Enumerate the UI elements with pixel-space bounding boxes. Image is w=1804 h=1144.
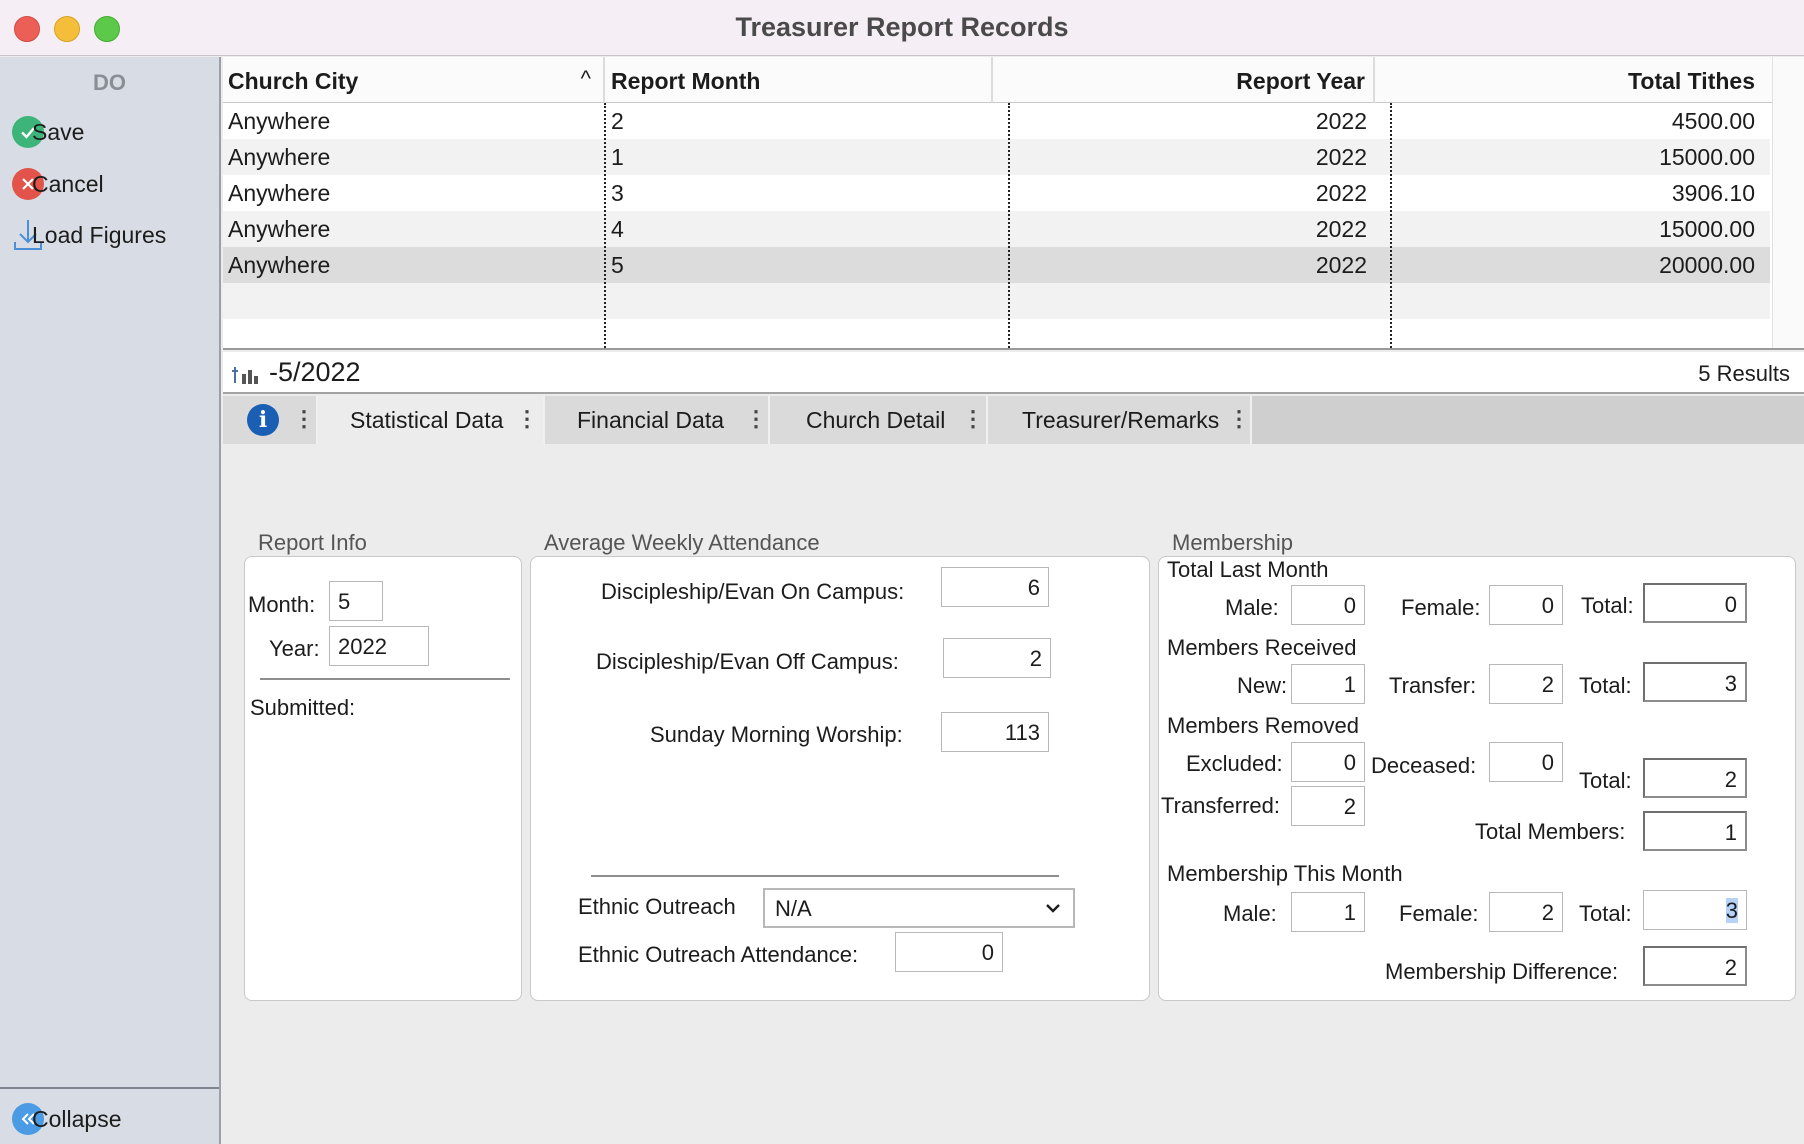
info-icon: i bbox=[247, 404, 279, 436]
on-campus-label: Discipleship/Evan On Campus: bbox=[601, 579, 905, 604]
table-header bbox=[223, 57, 1804, 103]
column-divider bbox=[604, 103, 606, 348]
divider bbox=[591, 875, 1059, 877]
removed-total-label: Total: bbox=[1579, 768, 1632, 793]
last-total-label: Total: bbox=[1581, 593, 1634, 618]
cell-report-year: 2022 bbox=[1315, 108, 1367, 134]
last-female-label: Female: bbox=[1401, 595, 1481, 620]
table-row[interactable] bbox=[223, 211, 1770, 247]
removed-transferred-field[interactable]: 2 bbox=[1291, 786, 1365, 826]
load-figures-label: Load Figures bbox=[32, 221, 167, 248]
cell-total-tithes: 15000.00 bbox=[1659, 144, 1755, 170]
table-row[interactable] bbox=[223, 175, 1770, 211]
sort-ascending-icon: ^ bbox=[580, 66, 591, 91]
ethnic-outreach-select[interactable] bbox=[763, 888, 1075, 928]
table-row[interactable] bbox=[223, 139, 1770, 175]
tab-label: Financial Data bbox=[577, 407, 725, 433]
more-icon[interactable]: ⋮ bbox=[1228, 406, 1250, 431]
off-campus-field[interactable]: 2 bbox=[943, 638, 1051, 678]
table-row-empty bbox=[223, 283, 1770, 319]
save-label: Save bbox=[32, 118, 85, 145]
tab-statistical-data[interactable] bbox=[318, 396, 545, 444]
cell-total-tithes: 20000.00 bbox=[1659, 252, 1755, 278]
sidebar-heading: DO bbox=[93, 70, 126, 95]
save-button[interactable] bbox=[12, 112, 212, 152]
this-female-field[interactable]: 2 bbox=[1489, 892, 1563, 932]
collapse-button[interactable] bbox=[12, 1099, 212, 1139]
deceased-label: Deceased: bbox=[1371, 753, 1477, 778]
cell-church-city: Anywhere bbox=[228, 180, 331, 206]
table-row[interactable] bbox=[223, 103, 1770, 139]
tab-church-detail[interactable] bbox=[770, 396, 988, 444]
removed-deceased-field[interactable]: 0 bbox=[1489, 742, 1563, 782]
cell-report-month: 4 bbox=[611, 216, 624, 242]
record-status-bar bbox=[223, 352, 1804, 394]
tab-label: Treasurer/Remarks bbox=[1022, 407, 1220, 433]
removed-heading: Members Removed bbox=[1167, 713, 1359, 738]
transfer-label: Transfer: bbox=[1389, 673, 1477, 698]
column-header-church-city[interactable]: Church City ^ bbox=[223, 57, 605, 103]
current-record-label: -5/2022 bbox=[269, 357, 361, 387]
load-figures-button[interactable] bbox=[12, 215, 212, 255]
submitted-label: Submitted: bbox=[250, 695, 356, 720]
column-header-report-year[interactable]: Report Year bbox=[993, 57, 1375, 103]
ethnic-attendance-field[interactable]: 0 bbox=[895, 932, 1003, 972]
cancel-label: Cancel bbox=[32, 170, 104, 197]
cell-report-year: 2022 bbox=[1315, 216, 1367, 242]
tab-financial-data[interactable] bbox=[545, 396, 770, 444]
this-male-label: Male: bbox=[1223, 901, 1277, 926]
cell-church-city: Anywhere bbox=[228, 144, 331, 170]
report-info-panel bbox=[244, 556, 522, 1001]
worship-label: Sunday Morning Worship: bbox=[650, 722, 903, 747]
difference-field[interactable]: 2 bbox=[1643, 946, 1747, 986]
new-label: New: bbox=[1237, 673, 1288, 698]
membership-panel bbox=[1158, 556, 1796, 1001]
last-male-label: Male: bbox=[1225, 595, 1279, 620]
worship-field[interactable]: 113 bbox=[941, 712, 1049, 752]
table-scrollbar[interactable] bbox=[1772, 57, 1804, 348]
total-members-field[interactable]: 1 bbox=[1643, 811, 1747, 851]
cell-total-tithes: 4500.00 bbox=[1671, 108, 1755, 134]
sidebar-divider bbox=[0, 1087, 219, 1089]
cancel-button[interactable] bbox=[12, 164, 212, 204]
column-header-total-tithes[interactable]: Total Tithes bbox=[1628, 68, 1755, 94]
year-field[interactable]: 2022 bbox=[329, 626, 429, 666]
church-chart-icon bbox=[231, 361, 261, 392]
on-campus-field[interactable]: 6 bbox=[941, 567, 1049, 607]
received-heading: Members Received bbox=[1167, 635, 1357, 660]
results-count: 5 Results bbox=[1698, 361, 1790, 386]
excluded-label: Excluded: bbox=[1186, 751, 1283, 776]
last-month-heading: Total Last Month bbox=[1167, 557, 1329, 582]
removed-total-field[interactable]: 2 bbox=[1643, 758, 1747, 798]
column-divider bbox=[1008, 103, 1010, 348]
ethnic-outreach-label: Ethnic Outreach bbox=[578, 894, 736, 919]
this-total-label: Total: bbox=[1579, 901, 1632, 926]
cell-report-month: 1 bbox=[611, 144, 624, 170]
this-male-field[interactable]: 1 bbox=[1291, 892, 1365, 932]
cell-report-year: 2022 bbox=[1315, 144, 1367, 170]
tab-treasurer-remarks[interactable] bbox=[988, 396, 1252, 444]
sidebar bbox=[0, 57, 221, 1144]
last-female-field[interactable]: 0 bbox=[1489, 585, 1563, 625]
window-title: Treasurer Report Records bbox=[735, 12, 1069, 42]
collapse-label: Collapse bbox=[32, 1105, 122, 1132]
cell-report-month: 2 bbox=[611, 108, 624, 134]
cell-church-city: Anywhere bbox=[228, 252, 331, 278]
more-icon[interactable]: ⋮ bbox=[293, 406, 315, 431]
attendance-title: Average Weekly Attendance bbox=[544, 530, 820, 555]
records-table bbox=[223, 57, 1804, 350]
column-header-report-month[interactable]: Report Month bbox=[605, 57, 993, 103]
title-bar bbox=[0, 0, 1804, 56]
tab-label: Statistical Data bbox=[350, 407, 504, 433]
this-month-heading: Membership This Month bbox=[1167, 861, 1403, 886]
cell-report-year: 2022 bbox=[1315, 252, 1367, 278]
difference-label: Membership Difference: bbox=[1385, 959, 1619, 984]
received-transfer-field[interactable]: 2 bbox=[1489, 664, 1563, 704]
month-field[interactable]: 5 bbox=[329, 581, 383, 621]
last-total-field[interactable]: 0 bbox=[1643, 583, 1747, 623]
received-total-label: Total: bbox=[1579, 673, 1632, 698]
cell-total-tithes: 15000.00 bbox=[1659, 216, 1755, 242]
ethnic-attendance-label: Ethnic Outreach Attendance: bbox=[578, 942, 859, 967]
month-label: Month: bbox=[248, 592, 316, 617]
cell-report-month: 5 bbox=[611, 252, 624, 278]
tab-bar bbox=[223, 396, 1804, 444]
last-male-field[interactable]: 0 bbox=[1291, 585, 1365, 625]
table-row-selected[interactable] bbox=[223, 247, 1770, 283]
cell-report-month: 3 bbox=[611, 180, 624, 206]
membership-title: Membership bbox=[1172, 530, 1294, 555]
more-icon[interactable]: ⋮ bbox=[745, 406, 767, 431]
divider bbox=[260, 678, 510, 680]
selected-text: 3 bbox=[1725, 898, 1738, 923]
year-label: Year: bbox=[269, 636, 320, 661]
removed-excluded-field[interactable]: 0 bbox=[1291, 742, 1365, 782]
received-total-field[interactable]: 3 bbox=[1643, 662, 1747, 702]
this-female-label: Female: bbox=[1399, 901, 1479, 926]
ethnic-outreach-value: N/A bbox=[775, 896, 812, 921]
tab-label: Church Detail bbox=[806, 407, 946, 433]
cell-church-city: Anywhere bbox=[228, 108, 331, 134]
column-divider bbox=[1390, 103, 1392, 348]
this-total-field[interactable] bbox=[1643, 890, 1747, 930]
cell-church-city: Anywhere bbox=[228, 216, 331, 242]
off-campus-label: Discipleship/Evan Off Campus: bbox=[596, 649, 899, 674]
chevron-down-icon bbox=[1045, 890, 1061, 941]
report-info-title: Report Info bbox=[258, 530, 367, 555]
tab-info[interactable] bbox=[223, 396, 318, 444]
more-icon[interactable]: ⋮ bbox=[962, 406, 984, 431]
cell-report-year: 2022 bbox=[1315, 180, 1367, 206]
total-members-label: Total Members: bbox=[1475, 819, 1626, 844]
received-new-field[interactable]: 1 bbox=[1291, 664, 1365, 704]
transferred-label: Transferred: bbox=[1161, 793, 1281, 818]
attendance-panel bbox=[530, 556, 1150, 1001]
cell-total-tithes: 3906.10 bbox=[1671, 180, 1755, 206]
more-icon[interactable]: ⋮ bbox=[516, 406, 538, 431]
